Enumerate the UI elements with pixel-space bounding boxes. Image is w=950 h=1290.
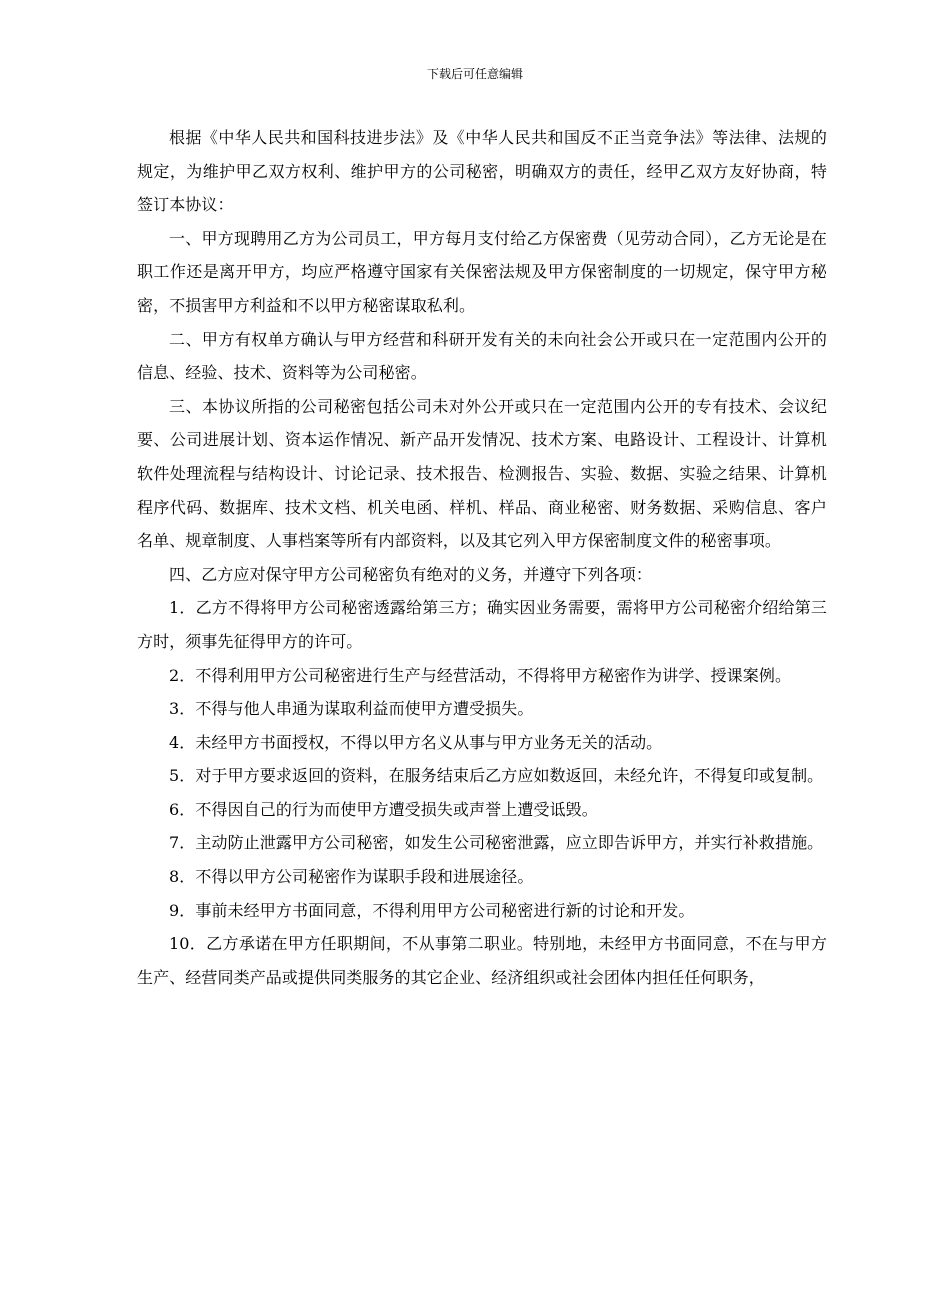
paragraph-clause-1: 一、甲方现聘用乙方为公司员工，甲方每月支付给乙方保密费（见劳动合同），乙方无论是在职工作还是离开甲方，均应严格遵守国家有关保密法规及甲方保密制度的一切规定，保守甲方秘密，不损害甲方利益和不以甲方秘密谋取私利。: [137, 228, 827, 315]
list-item-3: 3．不得与他人串通为谋取利益而使甲方遭受损失。: [169, 699, 534, 719]
paragraph-preamble: 根据《中华人民共和国科技进步法》及《中华人民共和国反不正当竞争法》等法律、法规的规定，为维护甲乙双方权利、维护甲方的公司秘密，明确双方的责任，经甲乙双方友好协商，特签订本协议：: [137, 128, 827, 215]
list-item-5: 5．对于甲方要求返回的资料，在服务结束后乙方应如数返回，未经允许，不得复印或复制。: [169, 766, 824, 786]
list-item-10: 10．乙方承诺在甲方任职期间，不从事第二职业。特别地，未经甲方书面同意，不在与甲方生产、经营同类产品或提供同类服务的其它企业、经济组织或社会团体内担任任何职务，: [137, 934, 827, 987]
page-header: 下载后可任意编辑: [426, 67, 523, 81]
paragraph-clause-2: 二、甲方有权单方确认与甲方经营和科研开发有关的未向社会公开或只在一定范围内公开的信息、经验、技术、资料等为公司秘密。: [137, 329, 827, 383]
list-item-4: 4．未经甲方书面授权，不得以甲方名义从事与甲方业务无关的活动。: [169, 732, 663, 752]
list-item-1: 1．乙方不得将甲方公司秘密透露给第三方；确实因业务需要，需将甲方公司秘密介绍给第三方时，须事先征得甲方的许可。: [137, 598, 827, 651]
list-item-6: 6．不得因自己的行为而使甲方遭受损失或声誉上遭受诋毁。: [169, 799, 598, 819]
document-body: [137, 121, 827, 994]
list-item-2: 2．不得利用甲方公司秘密进行生产与经营活动，不得将甲方秘密作为讲学、授课案例。: [169, 665, 792, 685]
list-item-9: 9．事前未经甲方书面同意，不得利用甲方公司秘密进行新的讨论和开发。: [169, 900, 695, 920]
paragraph-clause-3: 三、本协议所指的公司秘密包括公司未对外公开或只在一定范围内公开的专有技术、会议纪要、公司进展计划、资本运作情况、新产品开发情况、技术方案、电路设计、工程设计、计算机软件处理流程与结构设计、讨论记录、技术报告、检测报告、实验、数据、实验之结果、计算机程序代码、数据库、技术文档、机关电函、样机、样品、商业秘密、财务数据、采购信息、客户名单、规章制度、人事档案等所有内部资料，以及其它列入甲方保密制度文件的秘密事项。: [137, 396, 827, 551]
list-item-8: 8．不得以甲方公司秘密作为谋职手段和进展途径。: [169, 867, 534, 887]
paragraph-clause-4: 四、乙方应对保守甲方公司秘密负有绝对的义务，并遵守下列各项：: [169, 564, 653, 584]
list-item-7: 7．主动防止泄露甲方公司秘密，如发生公司秘密泄露，应立即告诉甲方，并实行补救措施。: [169, 833, 824, 853]
